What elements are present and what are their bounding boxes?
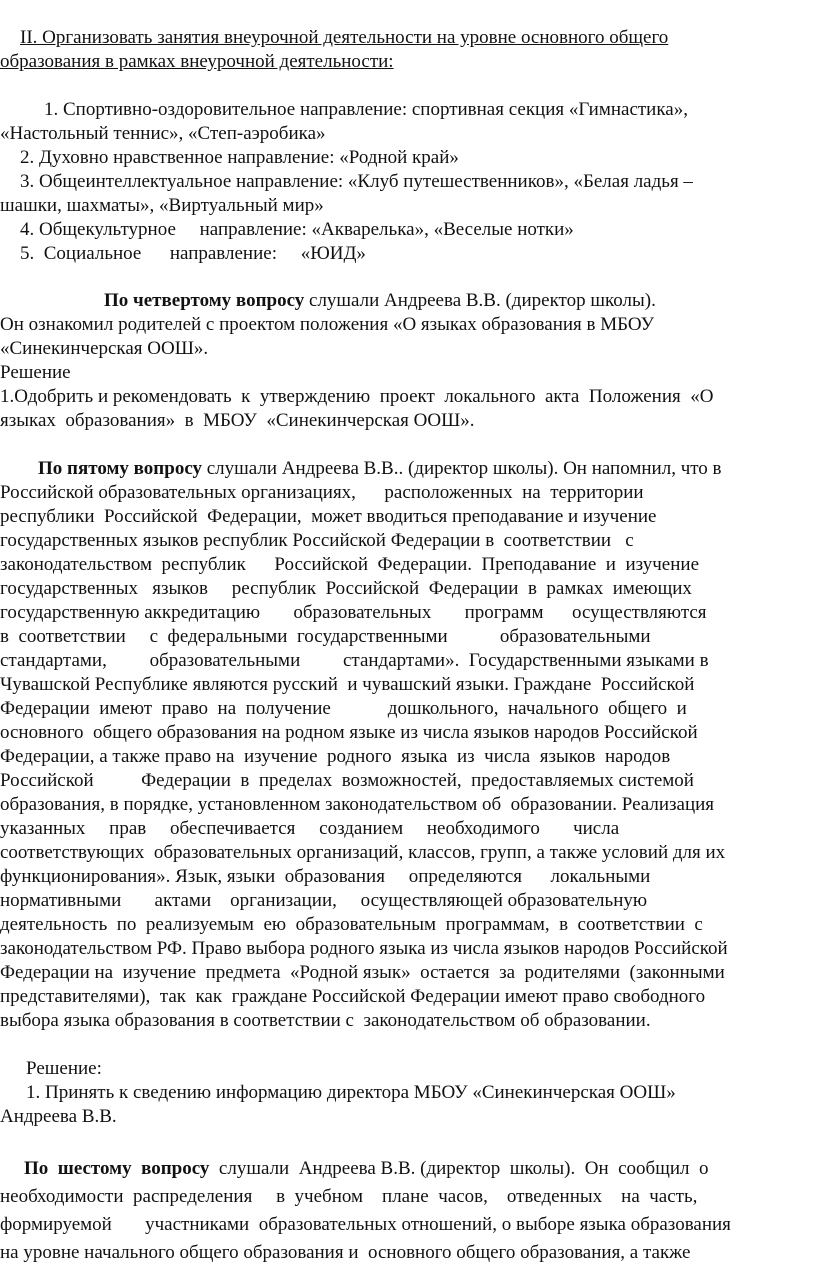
q5-body-line: Федерации на изучение предмета «Родной язык» остается за родителями (законными	[0, 962, 725, 983]
q4-decision-label: Решение	[0, 362, 71, 383]
direction-item-1: 1. Спортивно-оздоровительное направление: спортивная секция «Гимнастика»,	[44, 99, 688, 120]
q5-body-line: государственную аккредитацию образовательных программ осуществляются	[0, 602, 707, 623]
q5-body-line: деятельность по реализуемым ею образовательным программам, в соответствии с	[0, 914, 703, 935]
q6-line-1-text: слушали Андреева В.В. (директор школы). Он сообщил о	[209, 1158, 709, 1179]
q5-body-line: законодательством РФ. Право выбора родного языка из числа языков народов Российской	[0, 938, 728, 959]
q5-body-line: Чувашской Республике являются русский и чувашский языки. Граждане Российской	[0, 674, 695, 695]
q4-line-2: Он ознакомил родителей с проектом положения «О языках образования в МБОУ	[0, 314, 655, 335]
q5-body-line: Федерации имеют право на получение дошкольного, начального общего и	[0, 698, 687, 719]
q5-line-1-text: слушали Андреева В.В.. (директор школы). Он напомнил, что в	[202, 458, 722, 479]
section-heading-line-1: II. Организовать занятия внеурочной деятельности на уровне основного общего	[20, 27, 669, 48]
q4-decision-line-2: языках образования» в МБОУ «Синекинчерская ООШ».	[0, 410, 475, 431]
q5-decision-line-1: 1. Принять к сведению информацию директора МБОУ «Синекинчерская ООШ»	[26, 1082, 676, 1103]
direction-item-3: 3. Общеинтеллектуальное направление: «Клуб путешественников», «Белая ладья –	[20, 171, 693, 192]
q5-body-line: соответствующих образовательных организаций, классов, групп, а также условий для их	[0, 842, 726, 863]
q5-body-line: в соответствии с федеральными государственными образовательными	[0, 626, 651, 647]
q5-body-line: функционирования». Язык, языки образования определяются локальными	[0, 866, 651, 887]
q6-line-2: необходимости распределения в учебном плане часов, отведенных на часть,	[0, 1186, 698, 1207]
q5-body-line: государственных языков республик Российской Федерации в соответствии с	[0, 530, 634, 551]
q5-body-line: выбора языка образования в соответствии с законодательством об образовании.	[0, 1010, 651, 1031]
q4-line-1-text: слушали Андреева В.В. (директор школы).	[304, 290, 656, 311]
q5-body-line: стандартами, образовательными стандартами». Государственными языками в	[0, 650, 709, 671]
q5-body-line: представителями), так как граждане Российской Федерации имеют право свободного	[0, 986, 706, 1007]
direction-item-2: 2. Духовно нравственное направление: «Родной край»	[20, 147, 459, 168]
q6-line-3: формируемой участниками образовательных отношений, о выборе языка образования	[0, 1214, 731, 1235]
q6-heading: По шестому вопросу	[24, 1158, 210, 1179]
q4-line-3: «Синекинчерская ООШ».	[0, 338, 209, 359]
q5-body-line: республики Российской Федерации, может вводиться преподавание и изучение	[0, 506, 657, 527]
q5-body-line: образования, в порядке, установленном законодательством об образовании. Реализация	[0, 794, 715, 815]
section-heading-line-2: образования в рамках внеурочной деятельности:	[0, 51, 394, 72]
direction-item-5: 5. Социальное направление: «ЮИД»	[20, 243, 366, 264]
q5-body-line: указанных прав обеспечивается созданием необходимого числа	[0, 818, 620, 839]
q5-line-1	[38, 457, 722, 481]
direction-item-3-cont: шашки, шахматы», «Виртуальный мир»	[0, 195, 324, 216]
q5-body-line: основного общего образования на родном языке из числа языков народов Российской	[0, 722, 698, 743]
q6-line-4: на уровне начального общего образования и основного общего образования, а также	[0, 1242, 691, 1263]
q5-body-line: Российской образовательных организациях, расположенных на территории	[0, 482, 644, 503]
q6-line-1	[24, 1157, 709, 1181]
q5-body-line: государственных языков республик Российской Федерации в рамках имеющих	[0, 578, 692, 599]
q5-decision-label: Решение:	[26, 1058, 102, 1079]
q5-heading: По пятому вопросу	[38, 458, 202, 479]
q5-body-line: Российской Федерации в пределах возможностей, предоставляемых системой	[0, 770, 694, 791]
q4-heading: По четвертому вопросу	[104, 290, 305, 311]
direction-item-1-cont: «Настольный теннис», «Степ-аэробика»	[0, 123, 326, 144]
q5-body-line: Федерации, а также право на изучение родного языка из числа языков народов	[0, 746, 671, 767]
q4-decision-line-1: 1.Одобрить и рекомендовать к утверждению проект локального акта Положения «О	[0, 386, 714, 407]
q5-body-line: законодательством республик Российской Федерации. Преподавание и изучение	[0, 554, 700, 575]
direction-item-4: 4. Общекультурное направление: «Акварелька», «Веселые нотки»	[20, 219, 574, 240]
q4-line-1	[104, 289, 656, 313]
q5-body-line: нормативными актами организации, осуществляющей образовательную	[0, 890, 648, 911]
q5-decision-line-2: Андреева В.В.	[0, 1106, 117, 1127]
